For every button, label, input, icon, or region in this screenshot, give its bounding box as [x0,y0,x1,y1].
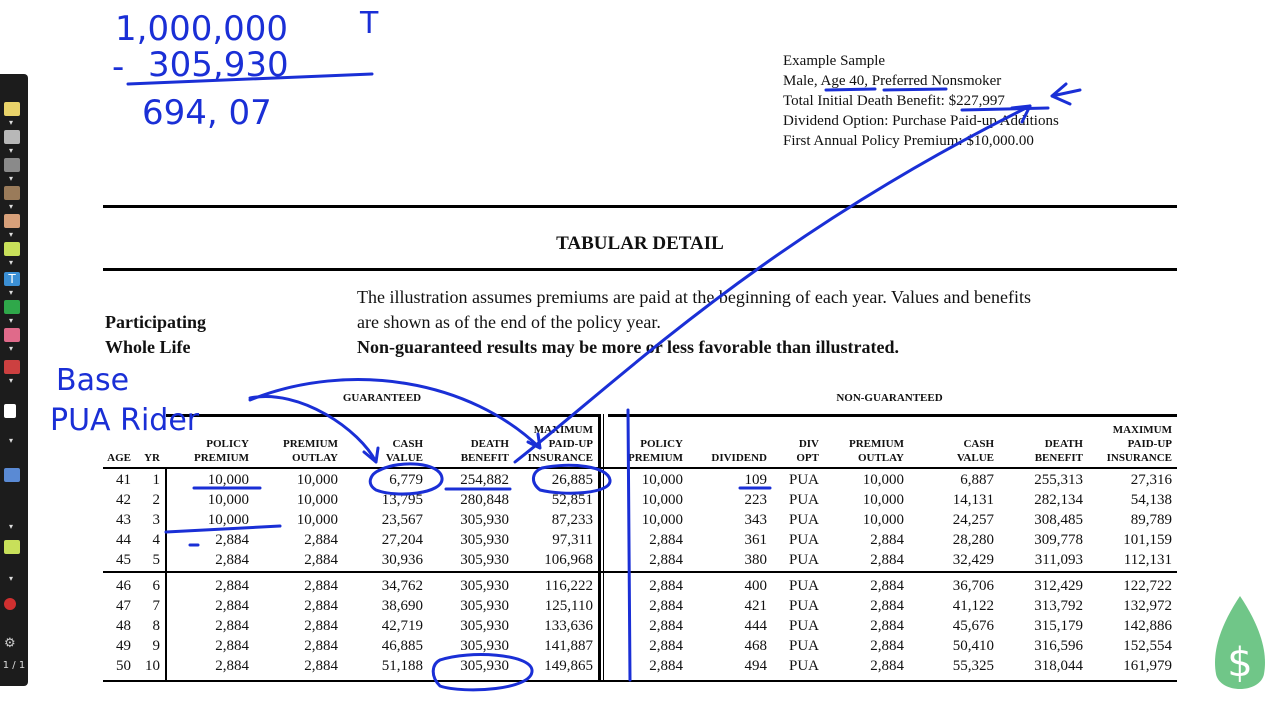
product-line: Participating [105,312,206,332]
label-ink [50,363,200,438]
table-cell-age: 46 [116,578,131,594]
ink-base-label: Base [56,363,130,398]
ink-subtrahend: 305,930 [148,45,289,85]
table-cell-nonguaranteed-premium-outlay: 2,884 [870,638,904,654]
table-cell-guaranteed-premium-outlay: 10,000 [296,512,338,528]
column-header-guaranteed-cash-value: VALUE [385,452,423,464]
guaranteed-label: GUARANTEED [342,392,422,404]
underline-death-benefit [962,108,1048,110]
table-cell-dividend-option: PUA [788,658,819,674]
table-cell-guaranteed-cash-value: 46,885 [381,638,423,654]
math-ink [112,6,379,133]
table-cell-nonguaranteed-premium-outlay: 10,000 [862,512,904,528]
annotation-toolbar: ▾ ▾ ▾ ▾ ▾ ▾ T ▾ ▾ ▾ ▾ ▾ ▾ ▾ ⚙ [0,74,28,686]
table-cell-dividend: 223 [744,492,767,508]
column-header-nonguaranteed-policy-premium: PREMIUM [628,452,683,464]
table-cell-guaranteed-cash-value: 6,779 [389,472,423,488]
table-cell-guaranteed-cash-value: 27,204 [381,532,423,548]
non-guaranteed-label: NON-GUARANTEED [836,392,943,404]
column-header-nonguaranteed-cash-value: VALUE [956,452,994,464]
table-cell-dividend-option: PUA [788,532,819,548]
table-cell-guaranteed-max-paid-up: 97,311 [552,532,593,548]
column-header-nonguaranteed-max-paid-up: MAXIMUM [1112,424,1172,436]
table-cell-dividend: 444 [744,618,767,634]
underline-preferred [884,89,946,90]
table-cell-guaranteed-death-benefit: 305,930 [460,658,509,674]
table-cell-nonguaranteed-premium-outlay: 2,884 [870,618,904,634]
table-cell-nonguaranteed-max-paid-up: 132,972 [1123,598,1172,614]
table-cell-guaranteed-premium-outlay: 2,884 [304,578,338,594]
table-cell-dividend: 361 [744,532,767,548]
table-cell-age: 50 [116,658,131,674]
table-cell-nonguaranteed-max-paid-up: 161,979 [1123,658,1172,674]
table-cell-nonguaranteed-death-benefit: 315,179 [1034,618,1083,634]
separator-line [628,410,630,680]
table-cell-guaranteed-death-benefit: 305,930 [460,598,509,614]
table-cell-guaranteed-premium-outlay: 2,884 [304,552,338,568]
table-cell-nonguaranteed-premium-outlay: 2,884 [870,598,904,614]
table-cell-year: 2 [152,492,160,508]
sample-line: Male, Age 40, Preferred Nonsmoker [783,73,1002,89]
column-header-dividend-option: DIV [798,438,819,450]
product-line: Whole Life [105,337,191,357]
table-cell-dividend-option: PUA [788,552,819,568]
table-cell-nonguaranteed-death-benefit: 316,596 [1034,638,1083,654]
table-cell-year: 5 [152,552,160,568]
table-cell-dividend-option: PUA [788,598,819,614]
table-cell-nonguaranteed-death-benefit: 282,134 [1034,492,1083,508]
table-cell-nonguaranteed-max-paid-up: 112,131 [1123,552,1172,568]
table-cell-nonguaranteed-cash-value: 6,887 [960,472,994,488]
table-cell-guaranteed-cash-value: 23,567 [381,512,423,528]
table-cell-year: 8 [152,618,160,634]
column-header-guaranteed-death-benefit: BENEFIT [460,452,509,464]
table-cell-guaranteed-premium-outlay: 2,884 [304,532,338,548]
column-header-nonguaranteed-max-paid-up: PAID-UP [1127,438,1172,450]
document-title: TABULAR DETAIL [556,233,724,254]
column-header-guaranteed-policy-premium: POLICY [206,438,249,450]
table-cell-guaranteed-max-paid-up: 52,851 [551,492,593,508]
table-cell-nonguaranteed-premium-outlay: 10,000 [862,492,904,508]
table-cell-guaranteed-policy-premium: 10,000 [207,472,249,488]
table-cell-guaranteed-policy-premium: 2,884 [215,532,249,548]
table-cell-year: 10 [145,658,160,674]
connector-arrow [515,106,1030,462]
table-cell-age: 43 [116,512,131,528]
table-cell-dividend-option: PUA [788,618,819,634]
table-cell-age: 42 [116,492,131,508]
table-cell-dividend: 468 [744,638,767,654]
table-cell-guaranteed-policy-premium: 2,884 [215,552,249,568]
table-cell-dividend: 380 [744,552,767,568]
table-cell-age: 47 [116,598,131,614]
table-cell-guaranteed-policy-premium: 2,884 [215,658,249,674]
table-cell-nonguaranteed-policy-premium: 10,000 [641,472,683,488]
table-cell-guaranteed-cash-value: 42,719 [381,618,423,634]
table-cell-dividend-option: PUA [788,472,819,488]
table-cell-nonguaranteed-premium-outlay: 2,884 [870,658,904,674]
ink-rider-label: PUA Rider [50,403,200,438]
table-cell-year: 3 [152,512,160,528]
circle-cash-value [370,464,442,494]
table-cell-nonguaranteed-policy-premium: 2,884 [649,552,683,568]
column-header-guaranteed-policy-premium: PREMIUM [194,452,249,464]
table-cell-guaranteed-death-benefit: 280,848 [460,492,509,508]
table-cell-guaranteed-policy-premium: 2,884 [215,598,249,614]
table-cell-nonguaranteed-death-benefit: 308,485 [1034,512,1083,528]
table-cell-nonguaranteed-cash-value: 24,257 [952,512,994,528]
table-cell-nonguaranteed-cash-value: 14,131 [952,492,994,508]
ink-minuend: 1,000,000 [115,9,289,49]
table-cell-guaranteed-death-benefit: 305,930 [460,618,509,634]
table-cell-nonguaranteed-policy-premium: 2,884 [649,532,683,548]
sample-line: Total Initial Death Benefit: $227,997 [783,93,1005,109]
table-cell-nonguaranteed-cash-value: 32,429 [952,552,994,568]
table-cell-guaranteed-policy-premium: 10,000 [207,512,249,528]
table-cell-dividend: 109 [744,472,767,488]
column-header-guaranteed-premium-outlay: PREMIUM [283,438,338,450]
table-cell-guaranteed-max-paid-up: 125,110 [544,598,593,614]
table-cell-guaranteed-death-benefit: 305,930 [460,552,509,568]
table-cell-nonguaranteed-cash-value: 55,325 [952,658,994,674]
table-cell-nonguaranteed-cash-value: 41,122 [952,598,994,614]
table-cell-dividend: 421 [744,598,767,614]
ink-result: 694, 07 [142,93,272,133]
column-header-nonguaranteed-death-benefit: DEATH [1044,438,1083,450]
table-cell-year: 7 [152,598,160,614]
table-cell-year: 4 [152,532,160,548]
table-cell-nonguaranteed-policy-premium: 2,884 [649,658,683,674]
table-cell-age: 45 [116,552,131,568]
table-cell-guaranteed-premium-outlay: 2,884 [304,658,338,674]
table-cell-age: 44 [116,532,131,548]
table-cell-guaranteed-policy-premium: 2,884 [215,638,249,654]
table-cell-year: 1 [152,472,160,488]
table-cell-year: 9 [152,638,160,654]
table-cell-guaranteed-premium-outlay: 10,000 [296,492,338,508]
table-cell-nonguaranteed-max-paid-up: 122,722 [1123,578,1172,594]
ink-suffix: T [360,6,379,41]
column-header-guaranteed-premium-outlay: OUTLAY [291,452,338,464]
table-cell-nonguaranteed-max-paid-up: 54,138 [1130,492,1172,508]
table-cell-guaranteed-premium-outlay: 2,884 [304,638,338,654]
table-cell-dividend-option: PUA [788,578,819,594]
column-header-nonguaranteed-premium-outlay: PREMIUM [849,438,904,450]
table-cell-guaranteed-death-benefit: 305,930 [460,578,509,594]
table-cell-guaranteed-premium-outlay: 10,000 [296,472,338,488]
sample-line: Dividend Option: Purchase Paid-up Additions [783,113,1059,129]
column-header-guaranteed-max-paid-up: PAID-UP [548,438,593,450]
table-cell-guaranteed-max-paid-up: 87,233 [551,512,593,528]
column-header-guaranteed-max-paid-up: INSURANCE [527,452,593,464]
column-header-dividend: DIVIDEND [711,452,767,464]
rider-arrow-1 [250,396,378,462]
table-cell-guaranteed-policy-premium: 2,884 [215,578,249,594]
table-cell-dividend: 400 [744,578,767,594]
table-cell-guaranteed-death-benefit: 254,882 [460,472,509,488]
rider-arrow-2 [250,380,540,448]
table-cell-guaranteed-policy-premium: 10,000 [207,492,249,508]
table-cell-dividend-option: PUA [788,638,819,654]
table-cell-guaranteed-premium-outlay: 2,884 [304,618,338,634]
sample-line: First Annual Policy Premium: $10,000.00 [783,133,1034,149]
column-header-nonguaranteed-cash-value: CASH [963,438,994,450]
table-cell-nonguaranteed-cash-value: 50,410 [952,638,994,654]
table-cell-guaranteed-max-paid-up: 116,222 [544,578,593,594]
column-header-nonguaranteed-max-paid-up: INSURANCE [1106,452,1172,464]
table-cell-nonguaranteed-policy-premium: 2,884 [649,638,683,654]
column-header-year: YR [144,452,160,464]
table-cell-guaranteed-death-benefit: 305,930 [460,512,509,528]
table-cell-guaranteed-max-paid-up: 149,865 [544,658,593,674]
ink-strokes [128,74,1080,690]
table-cell-nonguaranteed-death-benefit: 318,044 [1034,658,1083,674]
table-cell-guaranteed-cash-value: 51,188 [381,658,423,674]
table-cell-nonguaranteed-premium-outlay: 10,000 [862,472,904,488]
circle-paid-up [533,465,610,493]
table-cell-guaranteed-cash-value: 34,762 [381,578,423,594]
table-cell-guaranteed-cash-value: 38,690 [381,598,423,614]
table-cell-nonguaranteed-premium-outlay: 2,884 [870,552,904,568]
column-header-nonguaranteed-premium-outlay: OUTLAY [857,452,904,464]
column-header-age: AGE [107,452,131,464]
table-cell-dividend-option: PUA [788,492,819,508]
table-cell-nonguaranteed-cash-value: 28,280 [952,532,994,548]
table-cell-age: 48 [116,618,131,634]
table-cell-nonguaranteed-policy-premium: 2,884 [649,618,683,634]
table-cell-nonguaranteed-max-paid-up: 101,159 [1123,532,1172,548]
table-cell-nonguaranteed-death-benefit: 313,792 [1034,598,1083,614]
column-header-nonguaranteed-policy-premium: POLICY [640,438,683,450]
gear-icon[interactable]: ⚙ [4,636,16,651]
arrow-to-death-benefit [1052,84,1080,104]
table-cell-nonguaranteed-policy-premium: 10,000 [641,492,683,508]
table-cell-nonguaranteed-policy-premium: 10,000 [641,512,683,528]
table-cell-nonguaranteed-death-benefit: 255,313 [1034,472,1083,488]
table-cell-guaranteed-max-paid-up: 26,885 [551,472,593,488]
table-cell-nonguaranteed-max-paid-up: 152,554 [1123,638,1172,654]
table-cell-guaranteed-premium-outlay: 2,884 [304,598,338,614]
table-cell-nonguaranteed-death-benefit: 309,778 [1034,532,1083,548]
svg-text:$: $ [1227,640,1253,686]
table-cell-nonguaranteed-policy-premium: 2,884 [649,578,683,594]
underline-age [826,89,875,90]
table-cell-nonguaranteed-max-paid-up: 89,789 [1130,512,1172,528]
table-cell-nonguaranteed-death-benefit: 311,093 [1034,552,1083,568]
underline-premium-3 [166,526,280,532]
dollar-leaf-logo-icon [1210,596,1270,700]
table-cell-guaranteed-death-benefit: 305,930 [460,638,509,654]
table-cell-guaranteed-max-paid-up: 133,636 [544,618,593,634]
table-cell-dividend-option: PUA [788,512,819,528]
table-cell-guaranteed-max-paid-up: 106,968 [544,552,593,568]
ink-operator: - [112,47,125,87]
table-cell-nonguaranteed-premium-outlay: 2,884 [870,532,904,548]
table-cell-guaranteed-death-benefit: 305,930 [460,532,509,548]
table-cell-guaranteed-policy-premium: 2,884 [215,618,249,634]
table-cell-nonguaranteed-max-paid-up: 27,316 [1130,472,1172,488]
table-cell-age: 41 [116,472,131,488]
table-cell-guaranteed-cash-value: 13,795 [381,492,423,508]
table-cell-nonguaranteed-max-paid-up: 142,886 [1123,618,1172,634]
column-header-guaranteed-max-paid-up: MAXIMUM [533,424,593,436]
note-line: The illustration assumes premiums are paid at the beginning of each year. Values and benefits [357,287,1031,307]
sample-line: Example Sample [783,53,886,69]
table-cell-dividend: 494 [744,658,767,674]
table-cell-year: 6 [152,578,160,594]
column-header-guaranteed-cash-value: CASH [392,438,423,450]
circle-death-benefit [433,655,532,690]
table-cell-nonguaranteed-premium-outlay: 2,884 [870,578,904,594]
column-header-dividend-option: OPT [796,452,819,464]
column-header-guaranteed-death-benefit: DEATH [470,438,509,450]
table-cell-guaranteed-max-paid-up: 141,887 [544,638,593,654]
note-warning: Non-guaranteed results may be more or less favorable than illustrated. [357,337,899,357]
table-cell-dividend: 343 [744,512,767,528]
table-cell-guaranteed-cash-value: 30,936 [381,552,423,568]
table-cell-nonguaranteed-death-benefit: 312,429 [1034,578,1083,594]
column-header-nonguaranteed-death-benefit: BENEFIT [1034,452,1083,464]
table-cell-age: 49 [116,638,131,654]
text-tool-icon[interactable]: T [4,272,20,286]
table-cell-nonguaranteed-cash-value: 45,676 [952,618,994,634]
note-line: are shown as of the end of the policy year. [357,312,661,332]
table-cell-nonguaranteed-policy-premium: 2,884 [649,598,683,614]
table-cell-nonguaranteed-cash-value: 36,706 [952,578,994,594]
page-counter: 1 / 1 [2,660,26,671]
